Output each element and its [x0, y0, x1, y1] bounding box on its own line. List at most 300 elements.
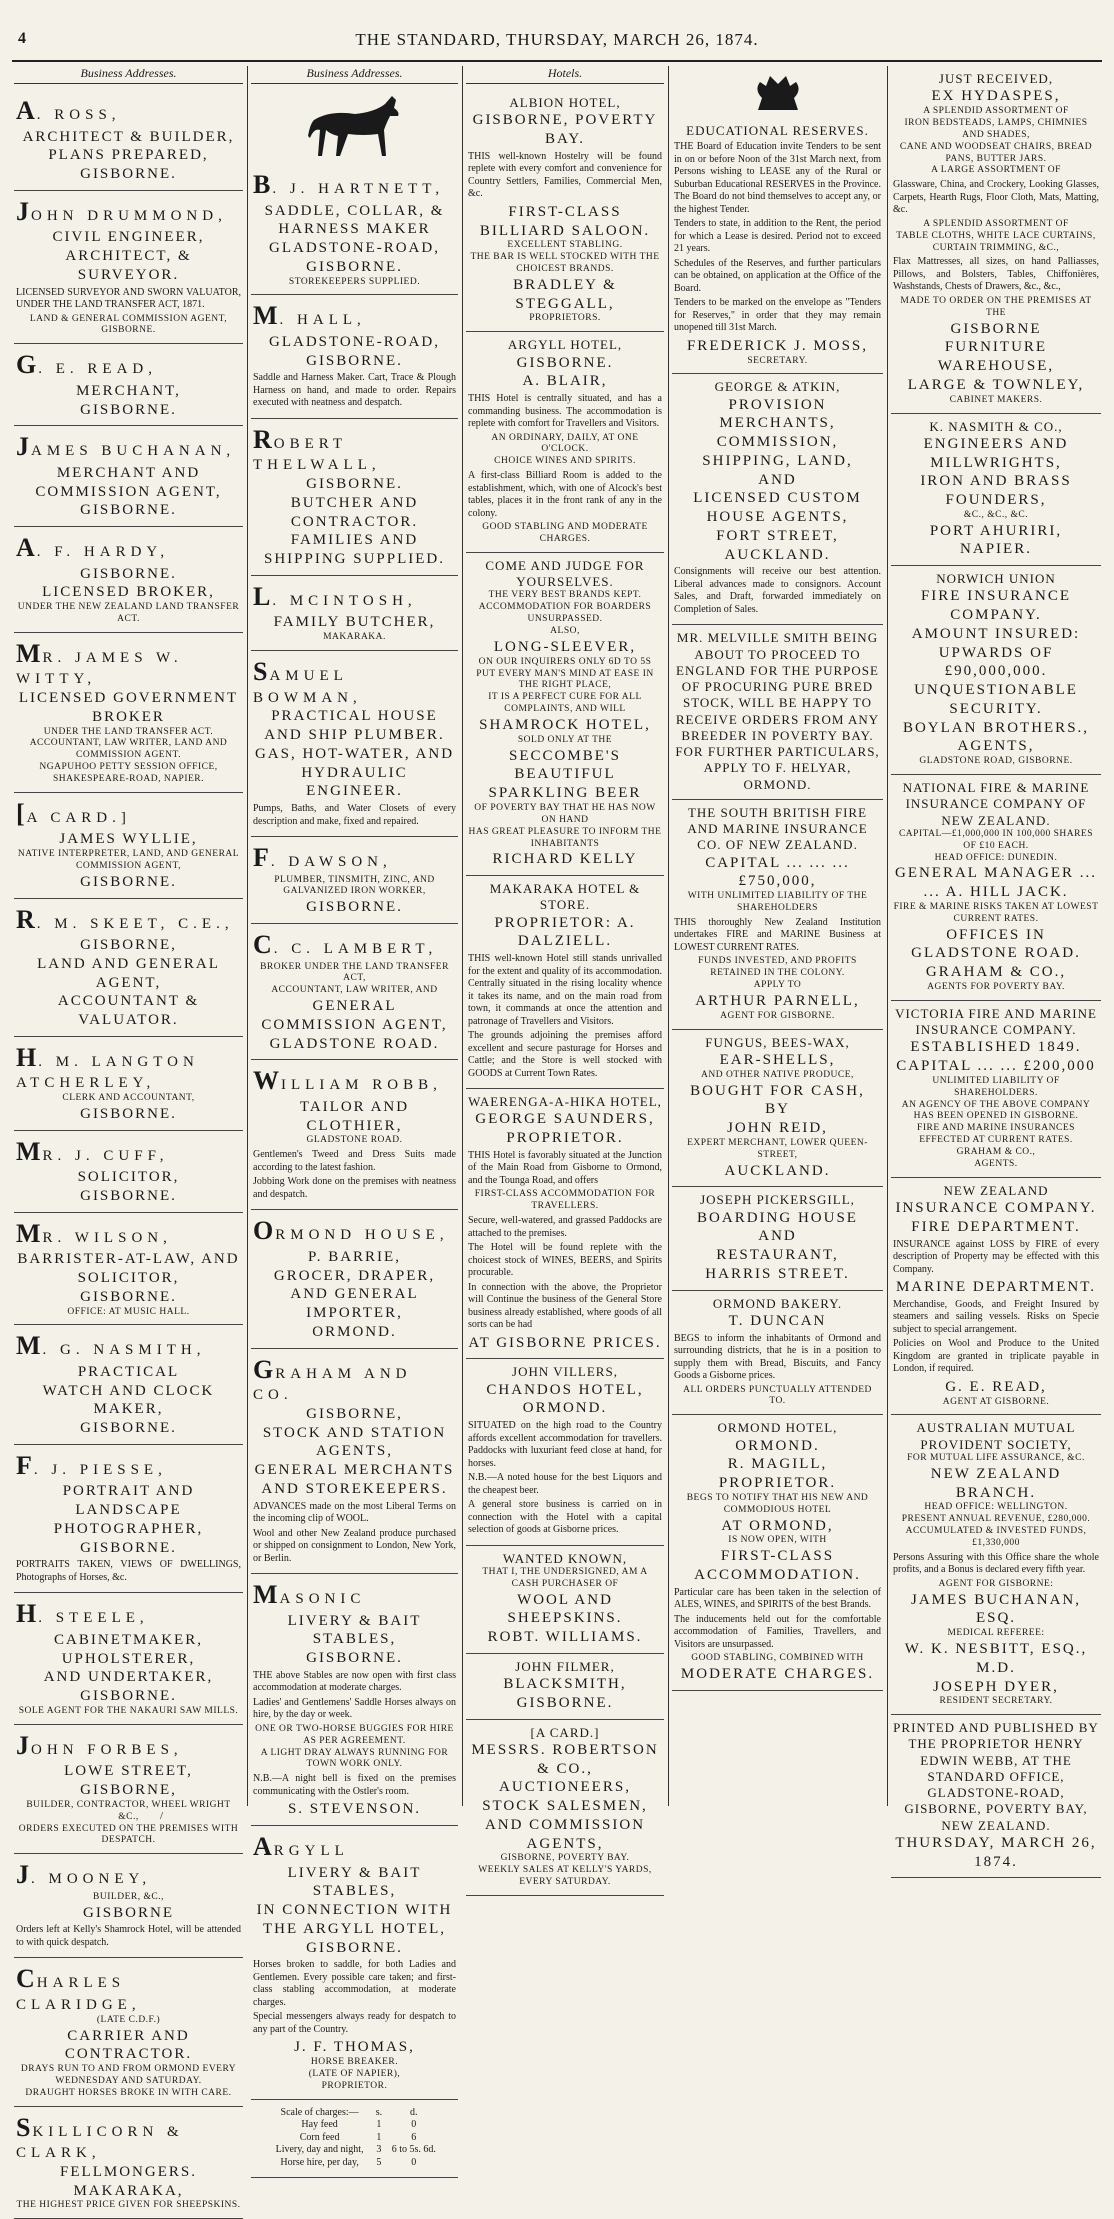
ad-line: GISBORNE. [80, 1188, 177, 1204]
ad-line: AGENT FOR GISBORNE: [938, 1578, 1054, 1589]
ad-heading-rest: . MCINTOSH, [272, 592, 417, 609]
ad-body: Ladies' and Gentlemens' Saddle Horses always on hire, by the day or week. [253, 1696, 456, 1721]
ad-body: THIS well-known Hotel still stands unrivalled for the extent and quality of its accommodation. Centrally situated in the rising locality whence it takes its name, and on the main road from town, it commands at once the attention and patronage of Travellers and Visitors. [468, 953, 662, 1027]
table-cell: d. [410, 2106, 418, 2118]
ad-line: FIRST-CLASS BILLIARD SALOON. [479, 203, 651, 239]
ad-line: GISBORNE. [516, 354, 614, 371]
ad-line: LONG-SLEEVER, [493, 638, 637, 655]
advertisement [14, 1445, 243, 1594]
ad-heading [16, 1730, 241, 1763]
ad-line: UNQUESTIONABLE SECURITY. [914, 682, 1078, 717]
ad-heading: JOHN FILMER, [515, 1658, 615, 1674]
ad-line: AGENT AT GISBORNE. [942, 1396, 1050, 1407]
ad-line: ORMOND. [522, 1400, 608, 1417]
ad-line: FIRST-CLASS ACCOMMODATION. [694, 1548, 861, 1583]
advertisement [14, 2107, 243, 2219]
ad-line: SOLD ONLY AT THE [517, 734, 613, 745]
ad-line: MESSRS. ROBERTSON & CO., [471, 1741, 659, 1777]
column-divider [887, 66, 888, 1806]
ad-heading [16, 1598, 241, 1631]
advertisement [672, 1030, 883, 1188]
ad-line: WOOL AND SHEEPSKINS. [507, 1591, 623, 1627]
ad-line: CARRIER AND CONTRACTOR. [64, 2027, 193, 2063]
ad-line: TAILOR AND CLOTHIER, [299, 1098, 410, 1134]
scale-of-charges [251, 2100, 458, 2179]
ad-line: NGAPUHOO PETTY SESSION OFFICE, SHAKESPEARE-ROAD, NAPIER. [39, 762, 218, 784]
advertisement [672, 374, 883, 625]
ad-line: HORSE BREAKER. [310, 2057, 399, 2067]
ad-line: G. E. READ, [945, 1378, 1047, 1395]
ad-line: EAR-SHELLS, [719, 1051, 836, 1068]
ad-line: W. K. NESBITT, ESQ., M.D. [904, 1641, 1088, 1676]
ad-line: GISBORNE. [80, 1420, 177, 1437]
advertisement [14, 344, 243, 426]
ad-heading-rest: ASONIC [279, 1591, 366, 1607]
top-rule [12, 60, 1102, 62]
ad-heading [253, 169, 456, 202]
ad-heading-rest: . M. SKEET, C.E., [36, 915, 234, 932]
ad-line: GISBORNE. [306, 352, 403, 369]
ad-heading [253, 1831, 456, 1864]
advertisement [466, 1359, 664, 1545]
ad-line: GISBORNE, POVERTY BAY. [500, 1853, 630, 1864]
ad-line: AGENT FOR GISBORNE. [720, 1010, 835, 1021]
ad-heading [253, 1215, 456, 1248]
advertisement [14, 899, 243, 1037]
ad-line: SHIPPING, LAND, [702, 452, 853, 469]
table-cell: 5 [376, 2156, 382, 2168]
ad-line: ORMOND. [312, 1323, 397, 1340]
ad-line: GISBORNE. [80, 502, 177, 519]
ad-line: AND UNDERTAKER, GISBORNE. [43, 1669, 214, 1705]
ad-heading [16, 196, 241, 229]
section-heading: Hotels. [466, 66, 664, 84]
ad-body: PORTRAITS TAKEN, VIEWS OF DWELLINGS, Photographs of Horses, &c. [16, 1559, 241, 1583]
ad-body: THE above Stables are now open with first class accommodation at moderate charges. [253, 1669, 456, 1694]
ad-heading [16, 1859, 241, 1892]
ad-line: SHAMROCK HOTEL, [479, 717, 651, 733]
ad-line: CAPITAL—£1,000,000 IN 100,000 SHARES OF £10 EACH. [898, 828, 1094, 851]
advertisement [251, 1060, 458, 1210]
ad-line: PROPRIETOR. [321, 2080, 388, 2091]
horse-icon [300, 90, 410, 160]
ad-line: OFFICE: AT MUSIC HALL. [67, 1306, 190, 1317]
ad-initial: A [16, 533, 37, 562]
ad-line: MODERATE CHARGES. [680, 1666, 875, 1682]
ad-line: BARRISTER-AT-LAW, AND SOLICITOR, [17, 1251, 240, 1286]
advertisement [672, 1415, 883, 1691]
ad-line: AN AGENCY OF THE ABOVE COMPANY HAS BEEN OPENED IN GISBORNE. [901, 1099, 1091, 1122]
ad-heading [16, 95, 241, 128]
ad-heading-rest: R. J. CUFF, [42, 1147, 169, 1164]
ad-line: AGENTS FOR POVERTY BAY. [927, 981, 1065, 992]
ad-line: LAND & GENERAL COMMISSION AGENT, GISBORNE. [29, 313, 228, 336]
ad-heading: WAERENGA-A-HIKA HOTEL, [468, 1094, 662, 1110]
ad-line: THE VERY BEST BRANDS KEPT. [488, 590, 642, 601]
ad-heading-rest: HARLES CLARIDGE, [16, 1975, 141, 2013]
advertisement [891, 1178, 1101, 1416]
ad-line: AND [758, 1228, 797, 1245]
advertisement [14, 1725, 243, 1855]
ad-initial: O [253, 1216, 276, 1246]
ad-line: IN CONNECTION WITH THE ARGYLL HOTEL, [256, 1902, 453, 1937]
ad-line: PHOTOGRAPHER, [53, 1520, 204, 1537]
ad-list [14, 90, 243, 2219]
ad-initial: M [16, 1331, 43, 1361]
ad-line: (LATE OF NAPIER), [308, 2068, 401, 2079]
ad-heading: THE SOUTH BRITISH FIRE AND MARINE INSURANCE CO. OF NEW ZEALAND. [687, 804, 868, 853]
advertisement [466, 90, 664, 332]
ad-line: SECRETARY. [747, 355, 808, 366]
advertisement [466, 332, 664, 553]
ad-line: TABLE CLOTHS, WHITE LACE CURTAINS, CURTAIN TRIMMING, &C., [896, 230, 1096, 253]
ad-line: BEGS TO NOTIFY THAT HIS NEW AND COMMODIOUS HOTEL [686, 1492, 869, 1515]
ad-line: FIRE DEPARTMENT. [911, 1218, 1081, 1235]
ad-body: Consignments will receive our best attention. Liberal advances made to consignors. Account Sales, and Draft, forwarded immediately on Completion of Sales. [674, 566, 881, 615]
ad-line: AND OTHER NATIVE PRODUCE, [701, 1069, 854, 1080]
ad-line: ALSO, [550, 626, 580, 636]
ad-body: THE Board of Education invite Tenders to be sent in on or before Noon of the 31st March next, from Persons wishing to LEASE any of the Rural or Suburban Educational RESERVES in the Province. The Board do not bind themselves to accept any, or the highest Tender. [674, 141, 881, 215]
ad-line: CABINET MAKERS. [949, 394, 1043, 405]
ad-line: FIRST-CLASS ACCOMMODATION FOR TRAVELLERS. [474, 1189, 656, 1212]
ad-initial: W [253, 1066, 281, 1096]
ad-line: MERCHANT AND COMMISSION AGENT, [35, 464, 222, 500]
ad-initial: H [16, 1042, 39, 1072]
ad-line: R. MAGILL, [727, 1456, 828, 1473]
ad-line: EXPERT MERCHANT, LOWER QUEEN-STREET, [687, 1137, 868, 1160]
ad-body: Flax Mattresses, all sizes, on hand Palliasses, Pillows, and Bolsters, Tables, Chiffonières, Washstands, Chests of Drawers, &c., &c., [893, 256, 1099, 293]
ad-heading-rest: . C. LAMBERT, [273, 941, 438, 957]
ad-heading-rest: . J. PIESSE, [33, 1461, 167, 1478]
ad-line: LICENSED GOVERNMENT BROKER [18, 690, 239, 725]
ad-line: PRACTICAL HOUSE AND SHIP PLUMBER. [264, 708, 445, 743]
ad-line: IRON BEDSTEADS, LAMPS, CHIMNIES AND SHADES, [904, 117, 1088, 140]
column-divider [247, 66, 248, 1806]
ad-body: Special messengers always ready for despatch to any part of the Country. [253, 2011, 456, 2035]
masthead [0, 0, 1114, 48]
ad-body: The inducements held out for the comfortable accommodation of Families, Travellers, and Visitors are unsurpassed. [674, 1613, 881, 1650]
ad-heading: K. NASMITH & CO., [929, 418, 1063, 434]
ad-line: FELLMONGERS. [60, 2163, 197, 2180]
ad-line: MAKARAKA, [73, 2182, 184, 2199]
ad-line: S. STEVENSON. [287, 1801, 422, 1818]
ad-initial: S [253, 657, 270, 686]
advertisement [466, 1546, 664, 1654]
ad-line: COMMISSION, [716, 434, 839, 451]
ad-line: ACCOUNTANT & VALUATOR. [57, 993, 200, 1029]
table-row [267, 2119, 442, 2132]
table-cell: Corn feed [299, 2131, 340, 2143]
advertisement [672, 800, 883, 1030]
ad-heading-rest: AMES BUCHANAN, [31, 443, 236, 460]
ad-line: GENERAL MERCHANTS AND STOREKEEPERS. [254, 1462, 455, 1497]
ad-heading-rest: RMOND HOUSE, [275, 1227, 449, 1244]
ad-body: Glassware, China, and Crockery, Looking Glasses, Carpets, Hearth Rugs, Floor Cloth, Mats, Matting, &c. [893, 179, 1099, 216]
ad-line: WATCH AND CLOCK MAKER, [42, 1382, 215, 1418]
ad-line: PROVISION MERCHANTS, [719, 396, 836, 432]
advertisement [466, 553, 664, 876]
ad-line: LICENSED CUSTOM HOUSE AGENTS, [693, 490, 862, 526]
ad-heading: COME AND JUDGE FOR YOURSELVES. [485, 557, 645, 590]
ad-line: FAMILIES AND SHIPPING SUPPLIED. [263, 532, 446, 568]
ad-initial: M [253, 1580, 280, 1609]
ad-heading-rest: R. WILSON, [42, 1229, 172, 1246]
ad-line: GOOD STABLING AND MODERATE CHARGES. [482, 522, 648, 544]
ad-line: BLACKSMITH, [503, 1676, 627, 1693]
ad-line: STOCK AND STATION AGENTS, [262, 1424, 447, 1460]
ad-line: AT GISBORNE PRICES. [468, 1334, 662, 1351]
ad-line: IRON AND BRASS FOUNDERS, [920, 473, 1072, 508]
ad-heading: NATIONAL FIRE & MARINE INSURANCE COMPANY OF NEW ZEALAND. [902, 780, 1090, 828]
ad-line: DRAUGHT HORSES BROKE IN WITH CARE. [25, 2087, 232, 2098]
ad-line: CLERK AND ACCOUNTANT, [62, 1093, 195, 1104]
ad-heading-rest: . E. READ, [38, 361, 157, 378]
ad-heading [253, 656, 456, 707]
table-cell: 1 [376, 2131, 382, 2143]
ad-line: JOSEPH DYER, [933, 1678, 1059, 1695]
ad-heading [253, 1065, 456, 1098]
ad-line: WEEKLY SALES AT KELLY'S YARDS, EVERY SATURDAY. [478, 1865, 652, 1888]
ad-line: HEAD OFFICE: WELLINGTON. [924, 1502, 1068, 1513]
ad-line: GENERAL COMMISSION AGENT, [261, 998, 448, 1033]
newspaper-title: THE STANDARD, THURSDAY, MARCH 26, 1874. [355, 30, 759, 49]
ad-line: LARGE & TOWNLEY, [907, 376, 1085, 393]
ad-line: LICENSED BROKER, [42, 584, 215, 601]
charges-table [267, 2107, 442, 2170]
ad-heading: MAKARAKA HOTEL & STORE. [489, 881, 641, 913]
advertisement [891, 775, 1101, 1001]
ad-line: BY [765, 1101, 790, 1118]
ad-line: HEAD OFFICE: DUNEDIN. [934, 852, 1058, 863]
ad-initial: C [16, 1964, 37, 1994]
advertisement [14, 1593, 243, 1724]
ad-heading: JOSEPH PICKERSGILL, [700, 1192, 855, 1208]
table-cell: 3 [376, 2144, 382, 2156]
table-cell: 0 [411, 2156, 417, 2168]
ad-body: N.B.—A noted house for the best Liquors and the cheapest beer. [468, 1472, 662, 1496]
ad-line: GISBORNE, [80, 937, 177, 954]
ad-heading [16, 2112, 241, 2163]
ad-initial: [ [16, 798, 27, 828]
ad-line: ARCHITECT & BUILDER, [22, 128, 235, 145]
advertisement [14, 426, 243, 527]
ad-heading-rest: AMUEL BOWMAN, [253, 668, 362, 706]
advertisement [891, 1415, 1101, 1715]
ad-line: CHOICE WINES AND SPIRITS. [494, 456, 636, 467]
ad-line: MADE TO ORDER ON THE PREMISES AT THE [900, 295, 1092, 318]
table-cell: s. [375, 2106, 383, 2118]
ad-line: THE BAR IS WELL STOCKED WITH THE CHOICEST BRANDS. [470, 252, 660, 274]
ad-line: FOR MUTUAL LIFE ASSURANCE, &C. [907, 1452, 1085, 1463]
ad-line: MEDICAL REFEREE: [947, 1628, 1045, 1639]
ad-line: LIVERY & BAIT STABLES, [287, 1612, 422, 1648]
ad-heading-rest: OHN FORBES, [31, 1741, 183, 1758]
ad-line: GLADSTONE-ROAD, [269, 333, 440, 350]
crest-icon [748, 70, 808, 114]
ad-line: SECCOMBE'S BEAUTIFUL SPARKLING BEER [488, 747, 642, 802]
ad-body: Pumps, Baths, and Water Closets of every description and make, fixed and repaired. [253, 803, 456, 827]
advertisement [466, 876, 664, 1089]
ad-body: SITUATED on the high road to the Country affords excellent accommodation for travellers. Paddocks with luxuriant feed close at hand, for horses. [468, 1420, 662, 1469]
ad-line: ONE OR TWO-HORSE BUGGIES FOR HIRE AS PER AGREEMENT. [255, 1723, 454, 1746]
ad-body: Wool and other New Zealand produce purchased or shipped on consignment to London, New York, or Berlin. [253, 1527, 456, 1564]
table-cell: 1 [376, 2119, 382, 2131]
ad-line: PRESENT ANNUAL REVENUE, £280,000. [901, 1514, 1091, 1525]
advertisement [251, 651, 458, 837]
column-divider [462, 66, 463, 1806]
ad-heading: PRINTED AND PUBLISHED BY THE PROPRIETOR HENRY EDWIN WEBB, AT THE STANDARD OFFICE, GLADSTONE-ROAD, GISBORNE, POVERTY BAY, NEW ZEALAND. [893, 1720, 1099, 1833]
ad-heading: JUST RECEIVED, [938, 71, 1054, 86]
ad-line: LAND AND GENERAL AGENT, [37, 955, 220, 991]
ad-line: BUILDER, CONTRACTOR, WHEEL WRIGHT &C., [26, 1799, 231, 1822]
ad-body: Orders left at Kelly's Shamrock Hotel, will be attended to with quick despatch. [16, 1924, 241, 1948]
ad-line: FREDERICK J. MOSS, [686, 337, 869, 354]
ad-line: MERCHANT, [76, 382, 181, 399]
ad-line: P. BARRIE, [308, 1248, 401, 1265]
advertisement [891, 1715, 1101, 1878]
ad-line: GRAHAM & CO., [956, 1147, 1036, 1157]
ad-line: SADDLE, COLLAR, & HARNESS MAKER [264, 202, 445, 238]
advertisement [14, 1958, 243, 2106]
advertisement [251, 1210, 458, 1348]
ad-body: Jobbing Work done on the premises with neatness and despatch. [253, 1176, 456, 1200]
ad-body: LICENSED SURVEYOR AND SWORN VALUATOR, UNDER THE LAND TRANSFER ACT, 1871. [16, 286, 241, 310]
ad-line: EX HYDASPES, [931, 88, 1061, 105]
table-cell: 6 [411, 2131, 417, 2143]
ad-line: GISBORNE. [80, 565, 177, 582]
ad-line: MARINE DEPARTMENT. [895, 1279, 1097, 1295]
ad-initial: G [16, 350, 39, 380]
ad-heading [16, 532, 241, 565]
ad-heading-rest: A CARD.] [26, 809, 131, 826]
ad-line: UNLIMITED LIABILITY OF SHAREHOLDERS. [932, 1075, 1060, 1098]
ad-body: Saddle and Harness Maker. Cart, Trace & Plough Harness on hand, and made to order. Repairs executed with neatness and despatch. [253, 372, 456, 409]
ad-heading [16, 1963, 241, 2014]
ad-line: GAS, HOT-WATER, AND HYDRAULIC ENGINEER. [254, 745, 455, 800]
ad-initial: L [253, 581, 273, 611]
advertisement [672, 118, 883, 374]
ad-line: GISBORNE. [80, 1106, 177, 1122]
ad-line: &C., &C., &C. [963, 509, 1029, 520]
ad-heading-rest: OHN DRUMMOND, [31, 207, 227, 224]
ad-line: IS NOW OPEN, WITH [728, 1535, 827, 1546]
ad-line: GISBORNE [82, 1904, 174, 1921]
ad-heading [16, 904, 241, 937]
ad-initial: M [16, 1136, 43, 1166]
ad-line: BOUGHT FOR CASH, [690, 1082, 865, 1099]
ad-line: BOYLAN BROTHERS., AGENTS, [902, 719, 1090, 755]
ad-heading [253, 424, 456, 475]
ad-heading-rest: RAHAM AND CO. [253, 1365, 412, 1403]
ad-line: GISBORNE. [306, 476, 403, 493]
ad-heading: WANTED KNOWN, [502, 1550, 628, 1566]
ad-initial: M [253, 301, 280, 331]
ad-line: JOHN REID, [727, 1120, 828, 1136]
ad-body: THIS well-known Hostelry will be found replete with every comfort and convenience for Country Settlers, Families, Commercial Men, &c. [468, 150, 662, 200]
ad-initial: M [16, 1218, 43, 1248]
ad-line: BOARDING HOUSE [697, 1209, 858, 1226]
ad-list [891, 66, 1101, 1878]
ad-line: GOOD STABLING, COMBINED WITH [691, 1653, 864, 1664]
ad-line: GISBORNE. [80, 401, 177, 418]
ad-line: OFFICES IN GLADSTONE ROAD. [911, 926, 1081, 962]
table-cell: Scale of charges:— [280, 2106, 359, 2118]
ad-line: AT ORMOND, [721, 1517, 834, 1534]
ad-line: PROPRIETOR. [718, 1475, 837, 1491]
ad-initial: G [253, 1354, 276, 1384]
ad-body: N.B.—A night bell is fixed on the premises communicating with the Ostler's room. [253, 1773, 456, 1797]
ad-heading-rest: ILLIAM ROBB, [281, 1077, 442, 1094]
ad-line: ORMOND. [735, 1437, 820, 1454]
ad-body: Merchandise, Goods, and Freight Insured by steamers and sailing vessels. Risks on Specie subject to special arrangement. [893, 1298, 1099, 1335]
ad-heading: EDUCATIONAL RESERVES. [686, 123, 869, 138]
ad-line: AMOUNT INSURED: [911, 625, 1081, 642]
ad-line: INSURANCE COMPANY. [895, 1200, 1097, 1216]
ad-line: MAKARAKA. [323, 632, 386, 643]
advertisement [14, 1854, 243, 1958]
ad-line: ARTHUR PARNELL, [695, 993, 860, 1009]
ad-line: CIVIL ENGINEER, ARCHITECT, & SURVEYOR. [52, 229, 205, 283]
ad-line: PLANS PREPARED, [48, 147, 209, 164]
ad-initial: A [16, 96, 37, 125]
ad-line: ALL ORDERS PUNCTUALLY ATTENDED TO. [683, 1384, 872, 1407]
ad-line: THAT I, THE UNDERSIGNED, AM A CASH PURCHASER OF [482, 1566, 648, 1589]
ad-line: GISBORNE. [80, 1539, 177, 1556]
ad-line: GENERAL MANAGER ... ... A. HILL JACK. [894, 865, 1098, 901]
ad-body: THIS Hotel is favorably situated at the Junction of the Main Road from Gisborne to Ormond, and the Tounga Road, and offers [468, 1149, 662, 1186]
ad-line: AND [758, 471, 797, 488]
ad-line: A LIGHT DRAY ALWAYS RUNNING FOR TOWN WORK ONLY. [260, 1747, 449, 1770]
ad-line: PROPRIETOR: A. DALZIELL. [494, 914, 636, 950]
ad-line: PLUMBER, TINSMITH, ZINC, AND GALVANIZED IRON WORKER, [274, 874, 435, 897]
ad-initial: J [16, 1730, 31, 1760]
ad-line: ACCOMMODATION FOR BOARDERS UNSURPASSED. [478, 602, 652, 625]
ad-line: ORDERS EXECUTED ON THE PREMISES WITH DESPATCH. [18, 1823, 239, 1846]
ad-line: FIRE AND MARINE INSURANCES EFFECTED AT CURRENT RATES. [917, 1123, 1075, 1146]
advertisement [891, 414, 1101, 567]
ad-heading: ALBION HOTEL, [509, 95, 621, 110]
ad-heading-rest: . MOONEY, [31, 1871, 152, 1888]
ad-line: AND COMMISSION AGENTS, [484, 1816, 646, 1852]
ad-line: WITH UNLIMITED LIABILITY OF THE SHAREHOLDERS [687, 891, 868, 913]
table-row [267, 2132, 442, 2145]
ad-initial: R [253, 424, 274, 454]
ad-body: Particular care has been taken in the selection of ALES, WINES, and SPIRITS of the best Brands. [674, 1586, 881, 1611]
ad-line: JAMES WYLLIE, [59, 831, 198, 848]
ad-line: GLADSTONE ROAD, GISBORNE. [919, 756, 1073, 767]
ad-heading [16, 1218, 241, 1251]
advertisement [251, 924, 458, 1060]
ad-line: THURSDAY, MARCH 26, 1874. [895, 1834, 1097, 1870]
column-divider [668, 66, 669, 1806]
ad-line: THE HIGHEST PRICE GIVEN FOR SHEEPSKINS. [16, 2200, 241, 2211]
ad-initial: J [16, 196, 31, 226]
ad-line: GLADSTONE ROAD. [306, 1135, 403, 1146]
ad-line: ACCOUNTANT, LAW WRITER, LAND AND COMMISSION AGENT. [29, 738, 228, 761]
ad-heading-rest: . HALL, [279, 312, 366, 329]
ad-initial: M [16, 638, 43, 668]
ad-line: FAMILY BUTCHER, [273, 614, 436, 631]
advertisement [14, 1325, 243, 1445]
table-row [267, 2107, 442, 2120]
ad-line: FORT STREET, [716, 527, 839, 544]
ad-line: RESIDENT SECRETARY. [939, 1696, 1053, 1707]
ad-line: GLADSTONE-ROAD, GISBORNE. [269, 240, 440, 275]
ad-line: SOLE AGENT FOR THE NAKAURI SAW MILLS. [18, 1705, 239, 1716]
ad-body: A general store business is carried on in connection with the Hotel with a capital selection of goods at Gisborne prices. [468, 1499, 662, 1536]
ad-initial: H [16, 1599, 39, 1629]
advertisement [891, 1001, 1101, 1178]
